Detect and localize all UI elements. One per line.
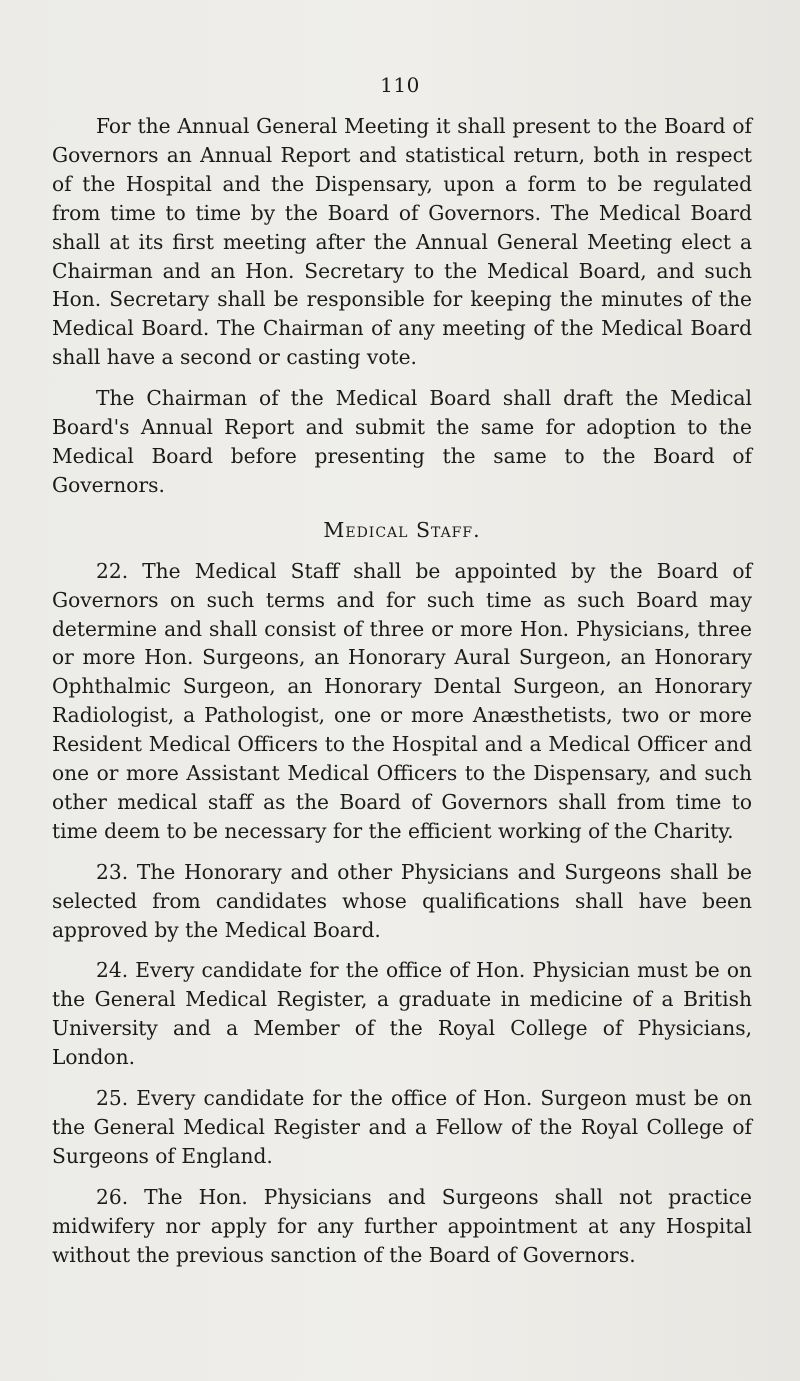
section-heading-medical-staff: Medical Staff.	[323, 517, 481, 542]
paragraph-annual-report: For the Annual General Meeting it shall present to the Board of Governors an Annual Report and statistical return, both in respect of the Hospital and the Dispensary, upon a form to be regulated from time to time by the Board of Governors. The Medical Board shall at its first meeting after the Annual General Meeting elect a Chairman and an Hon. Secretary to the Medical Board, and such Hon. Secretary shall be responsible for keeping the minutes of the Medical Board. The Chairman of any meeting of the Medical Board shall have a second or casting vote.	[52, 114, 752, 370]
clause-24: 24. Every candidate for the office of Hon. Physician must be on the General Medical Register, a graduate in medicine of a British University and a Member of the Royal College of Physicians, London.	[52, 958, 752, 1070]
clause-23: 23. The Honorary and other Physicians and Surgeons shall be selected from candidates whose qualifications shall have been approved by the Medical Board.	[52, 859, 752, 942]
page-number: 110	[380, 73, 420, 97]
clause-26: 26. The Hon. Physicians and Surgeons shall not practice midwifery nor apply for any further appointment at any Hospital without the previous sanction of the Board of Governors.	[52, 1184, 752, 1267]
document-body	[52, 112, 752, 1282]
clause-22: 22. The Medical Staff shall be appointed by the Board of Governors on such terms and for such time as such Board may determine and shall consist of three or more Hon. Physicians, three or more Hon. Surgeons, an Honorary Aural Surgeon, an Honorary Ophthalmic Surgeon, an Honorary Dental Surgeon, an Honorary Radiologist, a Pathologist, one or more Anæsthetists, two or more Resident Medical Officers to the Hospital and a Medical Officer and one or more Assistant Medical Officers to the Dispensary, and such other medical staff as the Board of Governors shall from time to time deem to be necessary for the efficient working of the Charity.	[52, 558, 752, 843]
paragraph-chairman-report: The Chairman of the Medical Board shall draft the Medical Board's Annual Report and submit the same for adoption to the Medical Board before presenting the same to the Board of Governors.	[52, 386, 752, 497]
clause-25: 25. Every candidate for the office of Hon. Surgeon must be on the General Medical Register and a Fellow of the Royal College of Surgeons of England.	[52, 1086, 752, 1168]
